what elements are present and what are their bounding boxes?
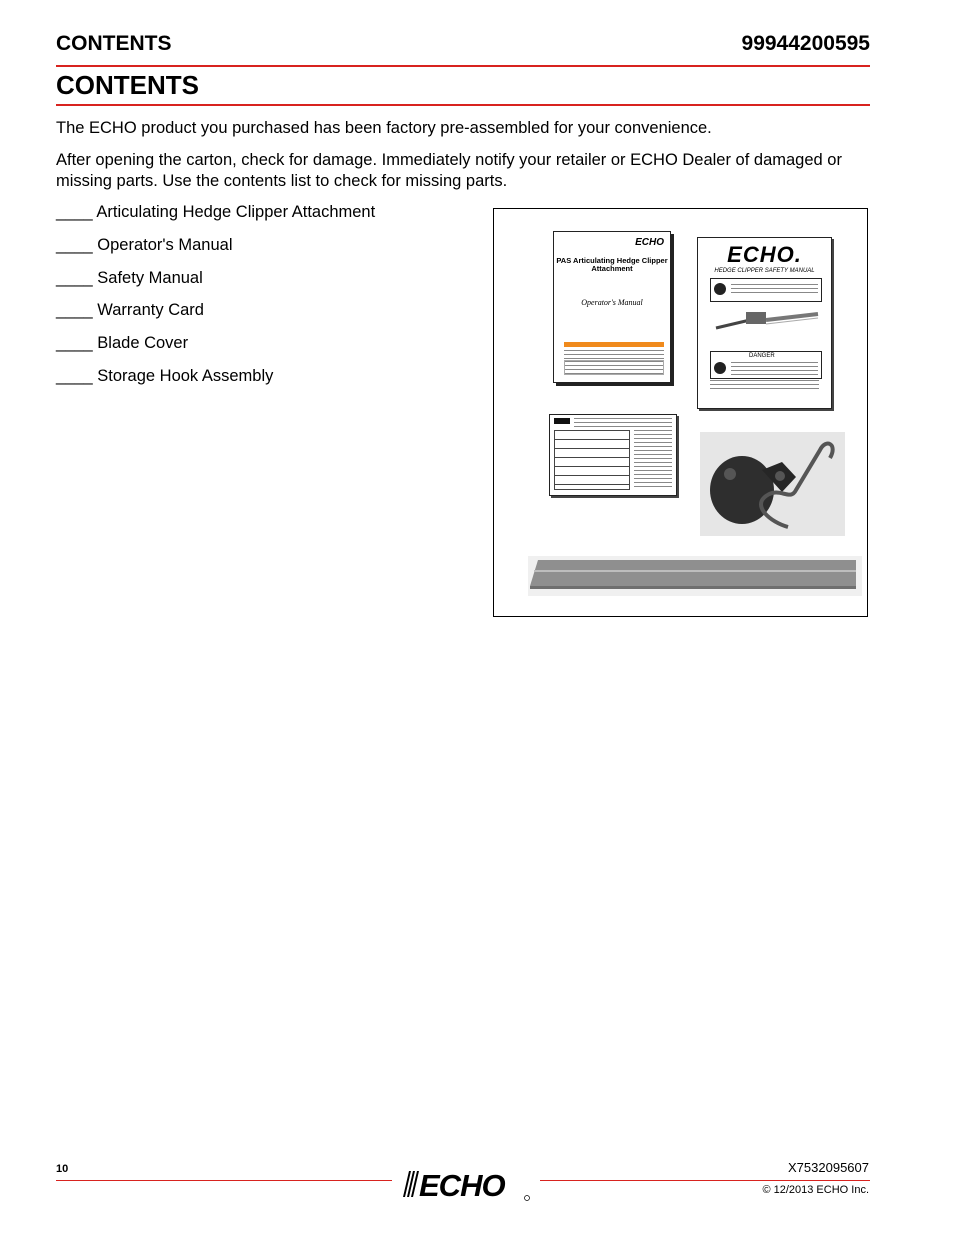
safety-manual-subtitle: HEDGE CLIPPER SAFETY MANUAL bbox=[714, 268, 815, 274]
safety-manual-image bbox=[697, 237, 832, 409]
safety-warning-box bbox=[710, 278, 822, 302]
warranty-form-grid bbox=[554, 430, 630, 490]
checklist-item: ____ Warranty Card bbox=[56, 301, 204, 320]
danger-label: DANGER bbox=[749, 353, 775, 359]
checklist-item: ____ Blade Cover bbox=[56, 334, 189, 353]
footer-part-code: X7532095607 bbox=[788, 1160, 869, 1175]
footer-rule-left bbox=[56, 1180, 392, 1181]
header-rule bbox=[56, 65, 870, 67]
safety-text-lines bbox=[731, 362, 818, 376]
footer-rule-right bbox=[540, 1180, 870, 1181]
echo-logo-text: ECHO bbox=[419, 1168, 505, 1201]
safety-text-lines bbox=[710, 380, 819, 390]
footer-copyright: © 12/2013 ECHO Inc. bbox=[762, 1184, 869, 1196]
safety-manual-logo: ECHO. bbox=[727, 242, 802, 267]
contents-checklist bbox=[56, 202, 375, 399]
warning-icon bbox=[714, 283, 726, 295]
checklist-item: ____ Safety Manual bbox=[56, 268, 203, 287]
warranty-text-lines bbox=[574, 418, 672, 428]
manual-text-lines bbox=[564, 360, 664, 375]
manual-title: PAS Articulating Hedge Clipper Attachment bbox=[556, 256, 668, 273]
operators-manual-image bbox=[553, 231, 671, 383]
header-section: CONTENTS bbox=[56, 32, 172, 55]
header-doc-number: 99944200595 bbox=[741, 32, 870, 55]
blade-cover-image bbox=[528, 556, 862, 596]
checklist-item: ____ Storage Hook Assembly bbox=[56, 366, 274, 385]
manual-warning-band bbox=[564, 342, 664, 347]
warranty-card-image bbox=[549, 414, 677, 496]
safety-text-lines bbox=[731, 284, 818, 296]
warranty-text-lines bbox=[634, 430, 672, 490]
hedge-trimmer-illustration bbox=[710, 306, 820, 338]
safety-danger-box bbox=[710, 351, 822, 379]
page-title: CONTENTS bbox=[56, 70, 199, 100]
warranty-logo-mark bbox=[554, 418, 570, 424]
manual-subtitle: Operator's Manual bbox=[581, 298, 643, 307]
page-number: 10 bbox=[56, 1163, 69, 1175]
echo-logo bbox=[397, 1167, 535, 1201]
checklist-item: ____ Operator's Manual bbox=[56, 235, 233, 254]
danger-icon bbox=[714, 362, 726, 374]
title-rule bbox=[56, 104, 870, 106]
checklist-item: ____ Articulating Hedge Clipper Attachment bbox=[56, 203, 376, 221]
page-header bbox=[56, 32, 870, 56]
storage-hook-assembly-image bbox=[700, 432, 845, 536]
intro-paragraph-1: The ECHO product you purchased has been factory pre-assembled for your convenience. bbox=[56, 119, 712, 137]
manual-logo: ECHO bbox=[635, 237, 664, 248]
intro-paragraph-2: After opening the carton, check for damage. Immediately notify your retailer or ECHO Dealer of damaged or missing parts. Use the contents list to check for missing parts. bbox=[56, 151, 842, 190]
